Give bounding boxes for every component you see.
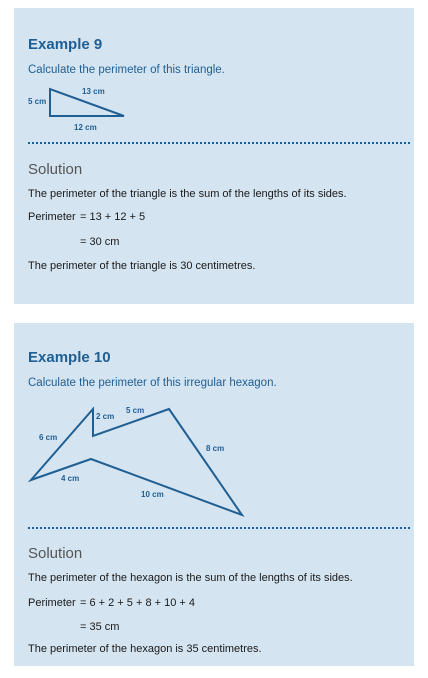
solution-line-1: The perimeter of the triangle is the sum of the lengths of its sides.	[28, 188, 347, 200]
hexagon-label-8cm: 8 cm	[206, 444, 225, 453]
hexagon-label-2cm: 2 cm	[96, 412, 115, 421]
hexagon-diagram	[14, 323, 414, 666]
dotted-divider	[28, 142, 410, 144]
hexagon-label-10cm: 10 cm	[141, 490, 164, 499]
perimeter-label: Perimeter	[28, 597, 76, 609]
equation-line-2: = 30 cm	[80, 236, 120, 248]
example-10-instruction: Calculate the perimeter of this irregular hexagon.	[28, 377, 277, 389]
example-9-instruction: Calculate the perimeter of this triangle.	[28, 64, 225, 76]
dotted-divider	[28, 527, 410, 529]
solution-line-1: The perimeter of the hexagon is the sum of the lengths of its sides.	[28, 572, 353, 584]
triangle-label-13cm: 13 cm	[82, 87, 105, 96]
solution-conclusion: The perimeter of the hexagon is 35 centimetres.	[28, 643, 262, 655]
hexagon-label-6cm: 6 cm	[39, 433, 58, 442]
equation-line-2: = 35 cm	[80, 621, 120, 633]
example-10-panel	[14, 323, 414, 666]
perimeter-label: Perimeter	[28, 211, 76, 223]
equation-line-1: = 13 + 12 + 5	[80, 211, 146, 223]
equation-line-1: = 6 + 2 + 5 + 8 + 10 + 4	[80, 597, 195, 609]
hexagon-label-5cm: 5 cm	[126, 406, 145, 415]
triangle-label-5cm: 5 cm	[28, 97, 47, 106]
solution-heading: Solution	[28, 545, 83, 562]
solution-conclusion: The perimeter of the triangle is 30 centimetres.	[28, 260, 256, 272]
triangle-label-12cm: 12 cm	[74, 123, 97, 132]
example-10-title: Example 10	[28, 349, 111, 366]
hexagon-label-4cm: 4 cm	[61, 474, 80, 483]
example-9-title: Example 9	[28, 36, 103, 53]
solution-heading: Solution	[28, 161, 83, 178]
hexagon-shape	[31, 409, 242, 515]
example-9-panel	[14, 8, 414, 304]
